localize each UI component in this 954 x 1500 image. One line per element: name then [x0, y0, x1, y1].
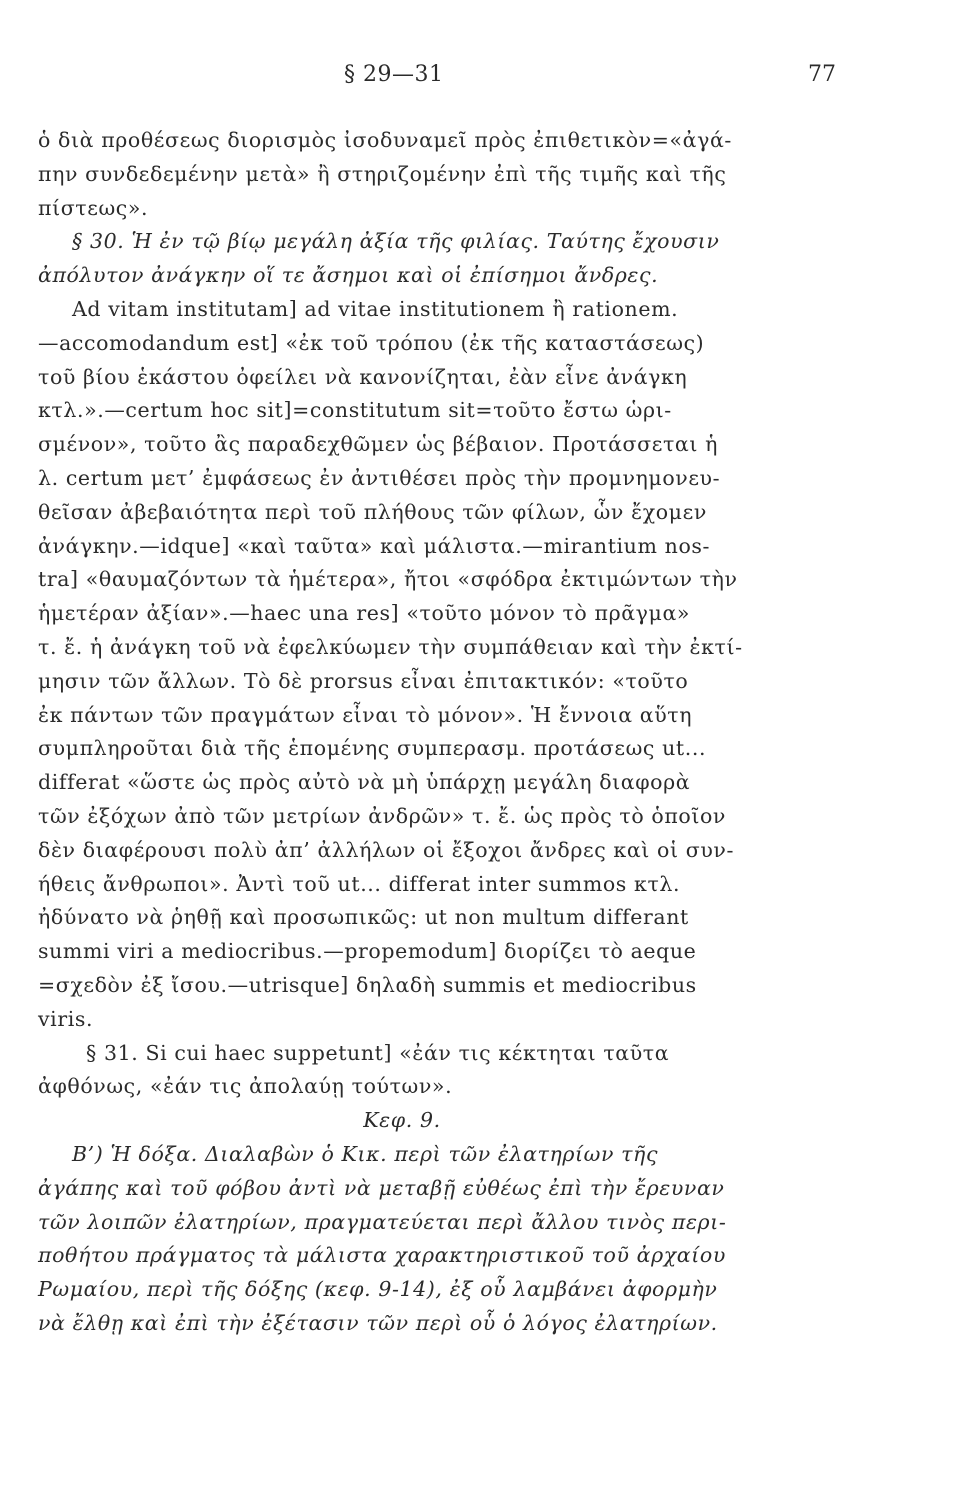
page-number: 77 [808, 62, 836, 87]
text-line: ήθεις ἄνθρωποι». Ἀντὶ τοῦ ut... differat inter summos κτλ. [38, 871, 681, 896]
text-line: =σχεδὸν ἐξ ἴσου.—utrisque] δηλαδὴ summis et mediocribus [38, 972, 697, 997]
text-line: Ad vitam institutam] ad vitae institutionem ἢ rationem. [72, 296, 679, 321]
text-line: ἀγάπης καὶ τοῦ φόβου ἀντὶ νὰ μεταβῇ εὐθέως ἐπὶ τὴν ἔρευναν [38, 1175, 725, 1200]
running-head [38, 62, 836, 106]
text-line: θεῖσαν ἀβεβαιότητα περὶ τοῦ πλήθους τῶν φίλων, ὧν ἔχομεν [38, 499, 707, 524]
body-text [38, 124, 806, 1341]
text-line: viris. [38, 1006, 94, 1031]
text-line: πην συνδεδεμένην μετὰ» ἢ στηριζομένην ἐπὶ τῆς τιμῆς καὶ τῆς [38, 161, 727, 186]
text-line: κτλ.».—certum hoc sit]=constitutum sit=τοῦτο ἔστω ὡρι- [38, 398, 672, 423]
text-line: § 31. Si cui haec suppetunt] «ἐάν τις κέκτηται ταῦτα [86, 1040, 670, 1065]
text-line: νὰ ἔλθῃ καὶ ἐπὶ τὴν ἐξέτασιν τῶν περὶ οὗ ὁ λόγος ἐλατηρίων. [38, 1310, 718, 1335]
text-line: τοῦ βίου ἑκάστου ὀφείλει νὰ κανονίζηται, ἐὰν εἶνε ἀνάγκη [38, 364, 688, 389]
text-line: Β’) Ἡ δόξα. Διαλαβὼν ὁ Κικ. περὶ τῶν ἐλατηρίων τῆς [72, 1141, 659, 1166]
text-line: differat «ὥστε ὡς πρὸς αὐτὸ νὰ μὴ ὑπάρχῃ μεγάλη διαφορὰ [38, 770, 691, 795]
text-line: λ. certum μετ’ ἐμφάσεως ἐν ἀντιθέσει πρὸς τὴν προμνημονευ- [38, 465, 721, 490]
text-line: τῶν ἐξόχων ἀπὸ τῶν μετρίων ἀνδρῶν» τ. ἔ. ὡς πρὸς τὸ ὁποῖον [38, 803, 726, 828]
text-line: Κεφ. 9. [363, 1108, 441, 1133]
section-range-header: § 29—31 [344, 62, 444, 87]
text-line: συμπληροῦται διὰ τῆς ἑπομένης συμπερασμ. προτάσεως ut... [38, 736, 707, 761]
text-line: tra] «θαυμαζόντων τὰ ἡμέτερα», ἤτοι «σφόδρα ἐκτιμώντων τὴν [38, 567, 738, 592]
book-page [38, 62, 836, 1341]
text-line: Ρωμαίου, περὶ τῆς δόξης (κεφ. 9-14), ἐξ οὗ λαμβάνει ἀφορμὴν [38, 1277, 718, 1302]
text-line: πίστεως». [38, 195, 149, 220]
text-line: summi viri a mediocribus.—propemodum] διορίζει τὸ aeque [38, 939, 697, 964]
text-line: ἠδύνατο νὰ ῥηθῇ καὶ προσωπικῶς: ut non multum differant [38, 905, 689, 930]
text-line: ἐκ πάντων τῶν πραγμάτων εἶναι τὸ μόνον». Ἡ ἔννοια αὕτη [38, 702, 693, 727]
text-line: δὲν διαφέρουσι πολὺ ἀπ’ ἀλλήλων οἱ ἔξοχοι ἄνδρες καὶ οἱ συν- [38, 837, 734, 862]
text-line: ἀφθόνως, «ἐάν τις ἀπολαύῃ τούτων». [38, 1074, 453, 1099]
text-line: τ. ἔ. ἡ ἀνάγκη τοῦ νὰ ἐφελκύωμεν τὴν συμπάθειαν καὶ τὴν ἐκτί- [38, 634, 743, 659]
text-line: ἀνάγκην.—idque] «καὶ ταῦτα» καὶ μάλιστα.—mirantium nos- [38, 533, 711, 558]
text-line: ὁ διὰ προθέσεως διορισμὸς ἰσοδυναμεῖ πρὸς ἐπιθετικὸν=«ἀγά- [38, 128, 732, 152]
text-line: μησιν τῶν ἄλλων. Τὸ δὲ prorsus εἶναι ἐπιτακτικόν: «τοῦτο [38, 668, 689, 693]
text-line: ἀπόλυτον ἀνάγκην οἵ τε ἄσημοι καὶ οἱ ἐπίσημοι ἄνδρες. [38, 263, 659, 288]
text-line: τῶν λοιπῶν ἐλατηρίων, πραγματεύεται περὶ ἄλλου τινὸς περι- [38, 1209, 727, 1234]
text-line: ποθήτου πράγματος τὰ μάλιστα χαρακτηριστικοῦ τοῦ ἀρχαίου [38, 1243, 726, 1268]
text-line: —accomodandum est] «ἐκ τοῦ τρόπου (ἐκ τῆς καταστάσεως) [38, 330, 705, 355]
text-line: § 30. Ἡ ἐν τῷ βίῳ μεγάλη ἀξία τῆς φιλίας. Ταύτης ἔχουσιν [72, 229, 720, 254]
text-line: ἡμετέραν ἀξίαν».—haec una res] «τοῦτο μόνον τὸ πρᾶγμα» [38, 601, 691, 626]
text-line: σμένον», τοῦτο ἂς παραδεχθῶμεν ὡς βέβαιον. Προτάσσεται ἡ [38, 432, 718, 457]
